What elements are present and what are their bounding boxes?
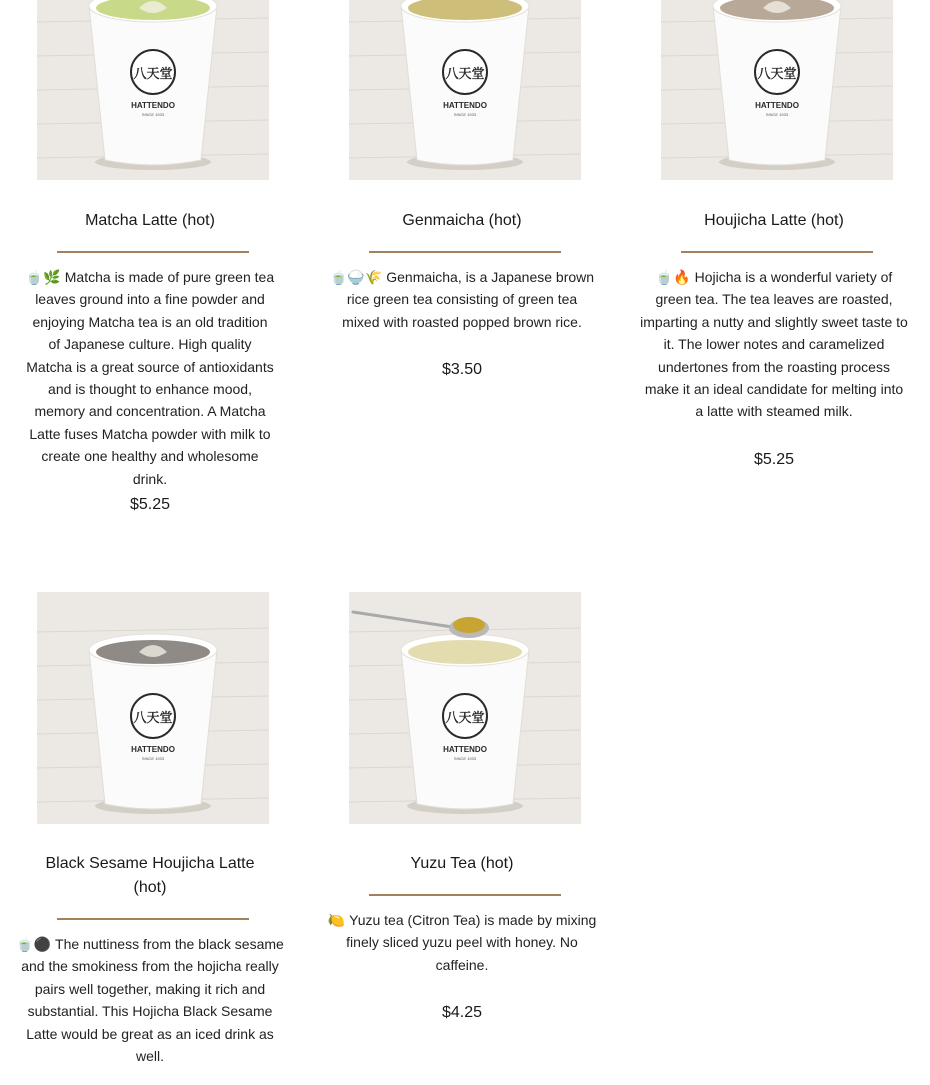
hattendo-since-text: SINCE 1933 — [453, 112, 477, 117]
item-description-text: Genmaicha, is a Japanese brown rice green tea consisting of green tea mixed with roasted popped brown rice. — [342, 269, 595, 330]
hattendo-emblem-kanji: 八天堂 — [757, 67, 797, 82]
item-emoji: 🍵⚫ — [16, 936, 52, 952]
item-description — [15, 266, 285, 490]
item-price: $3.50 — [441, 361, 483, 378]
item-divider — [681, 251, 873, 253]
item-description-text: Yuzu tea (Citron Tea) is made by mixing finely sliced yuzu peel with honey. No caffeine. — [346, 912, 597, 973]
item-description-text: Matcha is made of pure green tea leaves ground into a fine powder and enjoying Matcha tea is an old tradition of Japanese culture. High quality Matcha is a great source of antioxidants and is thought to enhance mood, memory and concentration. A Matcha Latte fuses Matcha powder with milk to create one healthy and wholesome drink. — [26, 269, 275, 487]
item-price: $4.25 — [441, 1004, 483, 1021]
item-description-text: Hojicha is a wonderful variety of green tea. The tea leaves are roasted, imparting a nutty and slightly sweet taste to it. The lower notes and caramelized undertones from the roasting process make it an ideal candidate for melting into a latte with steamed milk. — [640, 269, 908, 420]
hattendo-logo-text: HATTENDO — [443, 745, 487, 754]
hattendo-emblem-kanji: 八天堂 — [133, 711, 173, 726]
item-description — [327, 266, 597, 333]
item-description — [639, 266, 909, 423]
hattendo-emblem-kanji: 八天堂 — [445, 67, 485, 82]
genmaicha-photo[interactable] — [349, 0, 581, 180]
hattendo-logo-text: HATTENDO — [131, 745, 175, 754]
yuzu-tea-photo[interactable] — [349, 592, 581, 824]
hattendo-since-text: SINCE 1933 — [453, 756, 477, 761]
yuzu-jam — [453, 617, 485, 633]
hattendo-since-text: SINCE 1933 — [141, 112, 165, 117]
item-description — [15, 933, 285, 1067]
item-name: Matcha Latte (hot) — [85, 212, 215, 229]
item-divider — [57, 918, 249, 920]
item-name: Yuzu Tea (hot) — [410, 855, 514, 872]
hattendo-since-text: SINCE 1933 — [141, 756, 165, 761]
item-name: Houjicha Latte (hot) — [704, 212, 844, 229]
item-description-text: The nuttiness from the black sesame and the smokiness from the hojicha really pairs well together, making it rich and substantial. This Hojicha Black Sesame Latte would be great as an iced drink as well. — [21, 936, 284, 1065]
black-sesame-latte-photo[interactable] — [37, 592, 269, 824]
item-emoji: 🍵🔥 — [655, 269, 691, 285]
houjicha-latte-cup-photo — [661, 0, 893, 180]
item-name: Black Sesame Houjicha Latte (hot) — [45, 855, 255, 896]
yuzu-tea-cup-photo — [349, 592, 581, 824]
item-price: $5.25 — [753, 451, 795, 468]
matcha-latte-photo[interactable] — [37, 0, 269, 180]
drink-surface — [408, 640, 522, 664]
houjicha-latte-photo[interactable] — [661, 0, 893, 180]
item-divider — [369, 894, 561, 896]
item-emoji: 🍵🍚🌾 — [329, 269, 383, 285]
hattendo-logo-text: HATTENDO — [131, 101, 175, 110]
item-price: $5.25 — [129, 496, 171, 513]
matcha-latte-cup-photo — [37, 0, 269, 180]
hattendo-since-text: SINCE 1933 — [765, 112, 789, 117]
hattendo-emblem-kanji: 八天堂 — [133, 67, 173, 82]
item-emoji: 🍋 — [327, 912, 346, 928]
item-emoji: 🍵🌿 — [25, 269, 61, 285]
genmaicha-cup-photo — [349, 0, 581, 180]
item-description — [327, 909, 597, 976]
hattendo-emblem-kanji: 八天堂 — [445, 711, 485, 726]
item-divider — [369, 251, 561, 253]
hattendo-logo-text: HATTENDO — [755, 101, 799, 110]
item-divider — [57, 251, 249, 253]
hattendo-logo-text: HATTENDO — [443, 101, 487, 110]
item-name: Genmaicha (hot) — [402, 212, 522, 229]
black-sesame-latte-cup-photo — [37, 592, 269, 824]
